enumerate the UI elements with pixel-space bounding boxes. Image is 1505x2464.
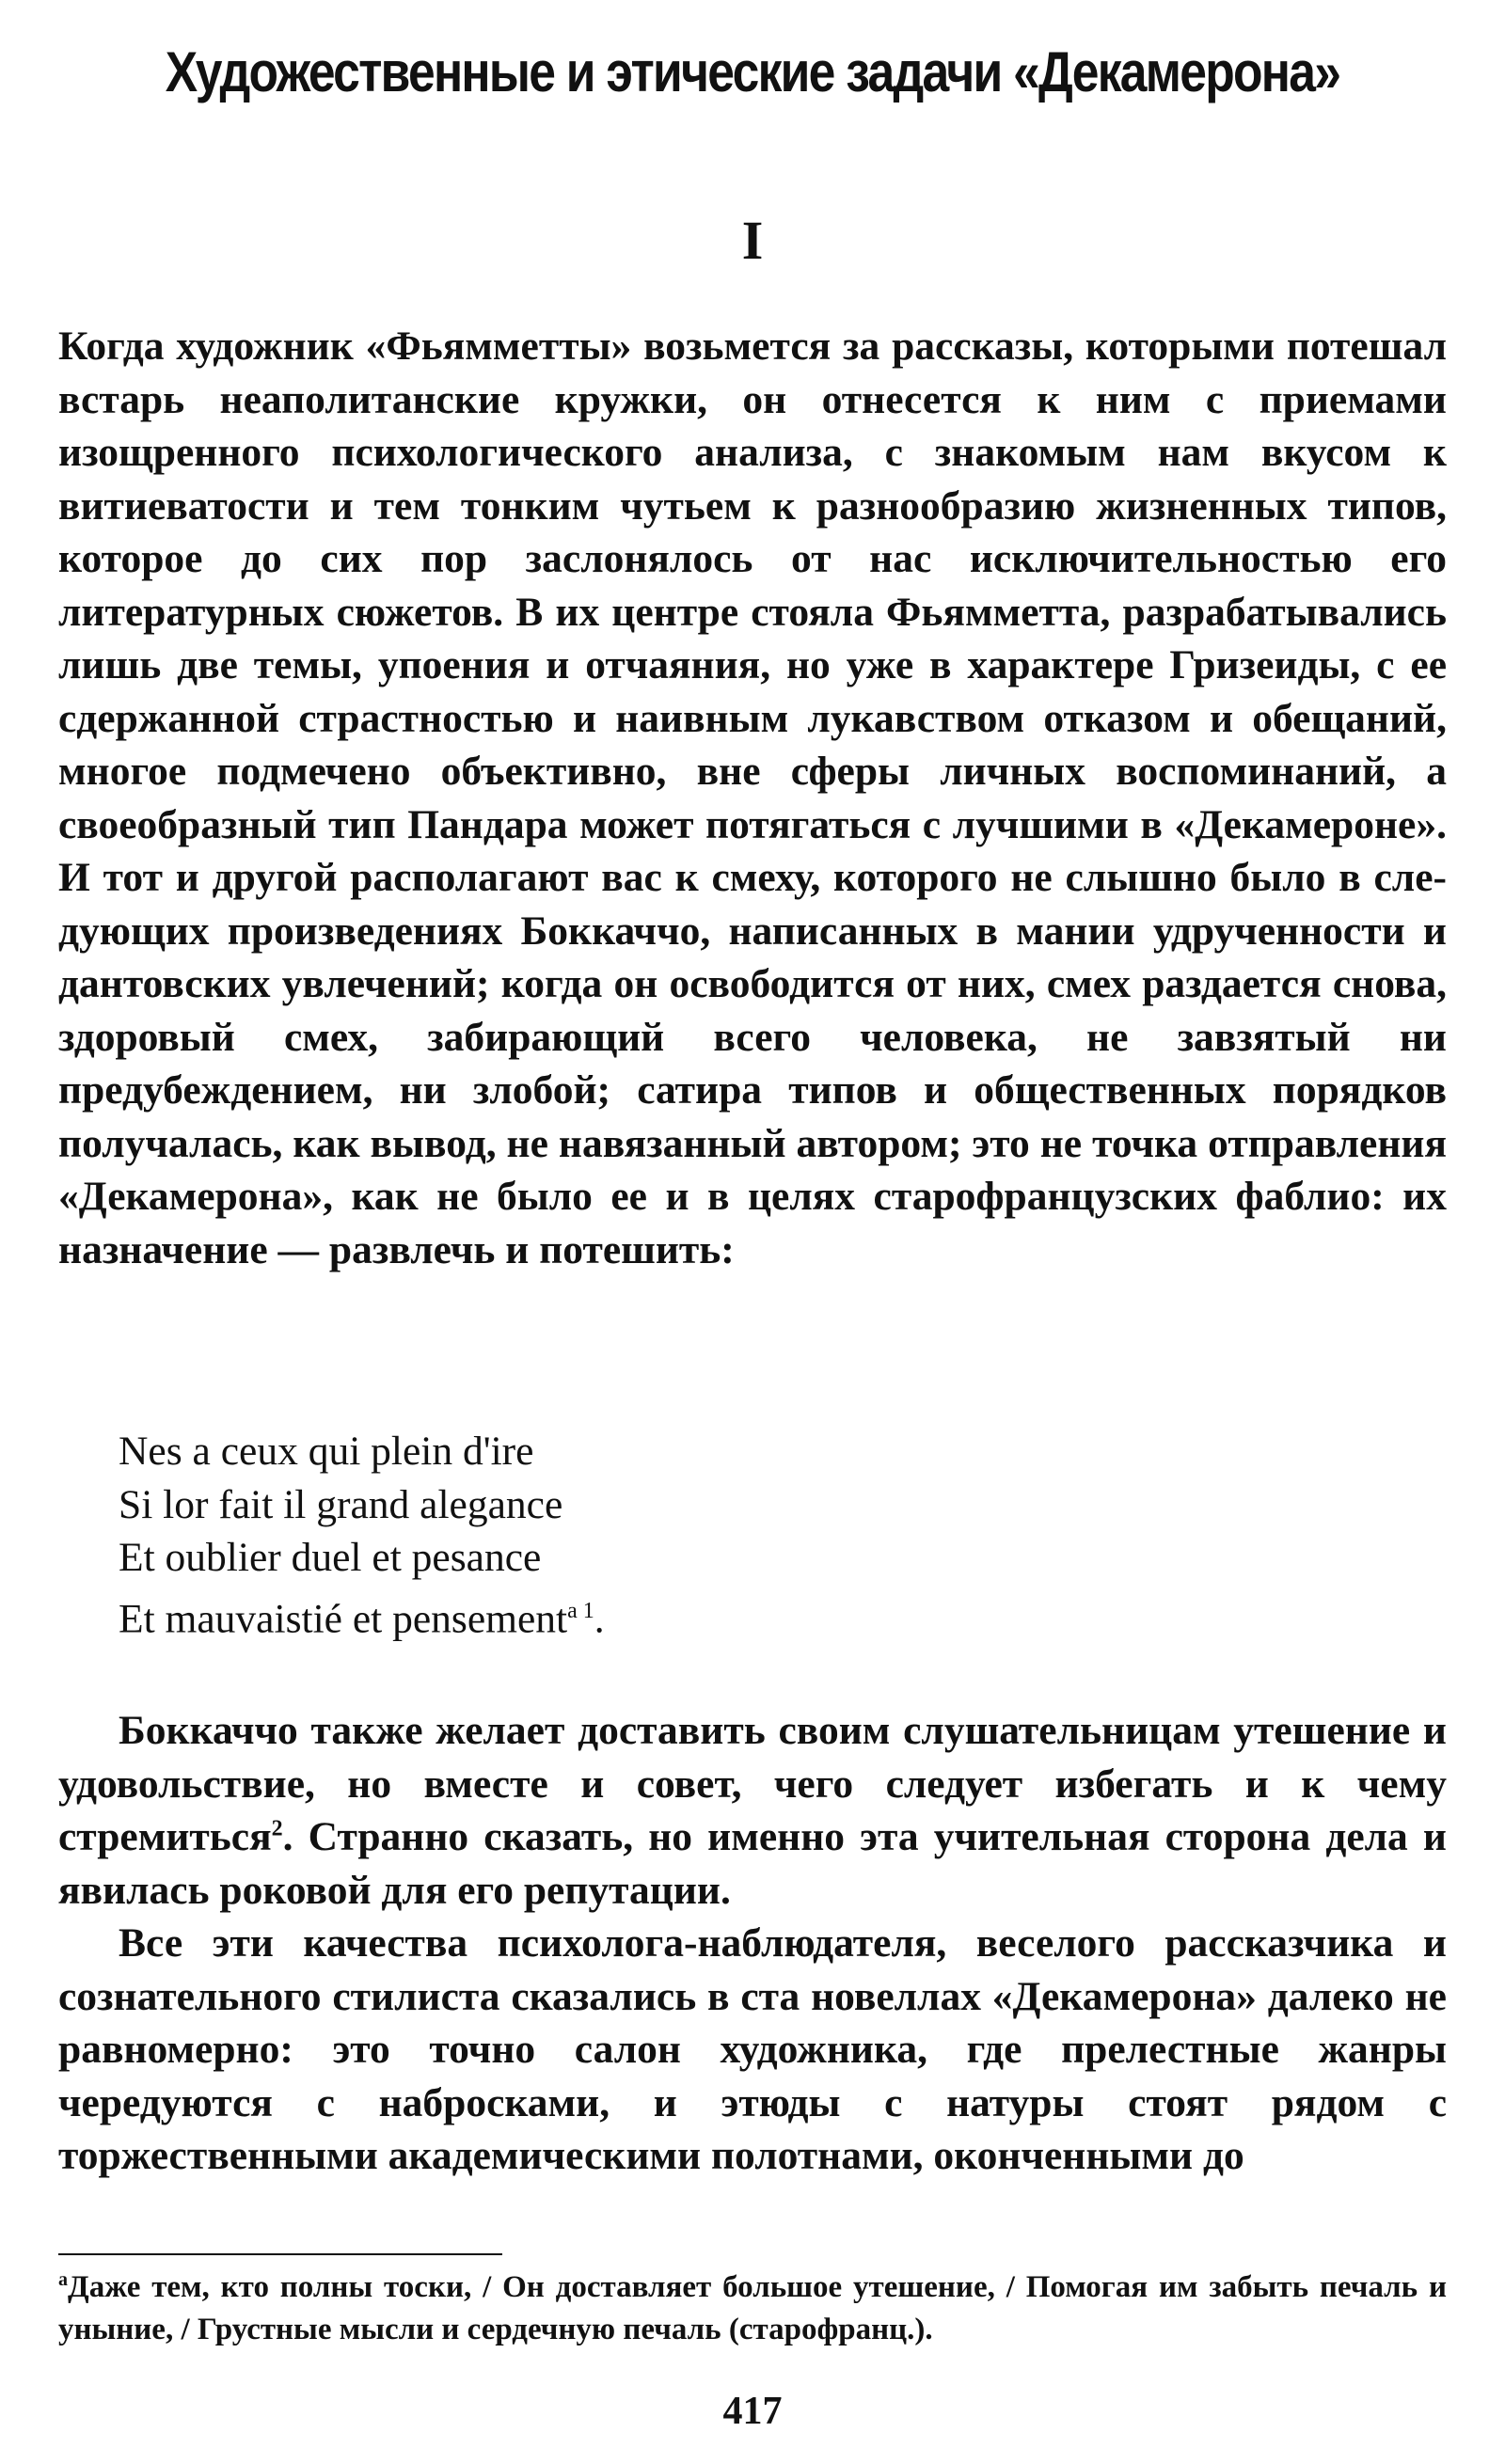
footnote-text: Даже тем, кто полны тоски, / Он доставляет большое утешение, / Помогая им забыть печаль и уныние, / Грустные мысли и сердечную печаль (старофранц.). [58,2270,1447,2346]
verse-line-4-text: Et mauvaistié et pensement [119,1596,568,1641]
verse-end-punct: . [594,1596,605,1641]
verse-line-2: Si lor fait il grand alegance [119,1481,563,1527]
verse-line-3: Et oublier duel et pesance [119,1535,542,1580]
paragraph-2-part2: . Странно сказать, но именно эта учительная сторона дела и явилась роковой для его репутации. [58,1814,1447,1913]
section-number: I [741,210,764,271]
verse-quote [119,1425,605,1646]
footnote-ref-2: 2 [271,1816,283,1841]
paragraph-2 [58,1704,1447,1917]
verse-line-1: Nes a ceux qui plein d'ire [119,1429,534,1474]
footnote [58,2267,1447,2351]
paragraph-1: Когда художник «Фьямметты» возьмется за рассказы, которыми потешал встарь неаполитанские кружки, он отнесется к ним с приемами изощренного психологического анализа, с знакомым нам вкусом к витиеватости и тем тонким чутьем к разнообразию жизненных типов, которое до сих пор заслонялось от нас исключительностью его литературных сюжетов. В их центре стояла Фьямметта, разрабатывались лишь две темы, упоения и отчаяния, но уже в характере Гризеиды, с ее сдержанной страстностью и наивным лукавством отказом и обещаний, многое подмечено объективно, вне сферы личных воспоминаний, а своеобразный тип Пандара может потягаться с лучшими в «Декамероне». И тот и другой располагают вас к смеху, которого не слышно было в следующих произведениях Боккаччо, написанных в мании удрученности и дантовских увлечений; когда он освободится от них, смех раздается снова, здоровый смех, забирающий всего человека, не завзятый ни предубеждением, ни злобой; сатира типов и общественных порядков получалась, как вывод, не навязанный автором; это не точка отправления «Декамерона», как не было ее и в целях старофранцузских фаблио: их назначение — развлечь и потешить: [58,324,1447,1272]
paragraph-3: Все эти качества психолога-наблюдателя, веселого рассказчика и сознательного стилиста сказались в ста новеллах «Декамерона» далеко не равномерно: это точно салон художника, где прелестные жанры чередуются с набросками, и этюды с натуры стоят рядом с торжественными академическими полотнами, оконченными до [58,1920,1447,2178]
verse-line-4 [119,1585,605,1646]
footnote-mark: a [58,2269,68,2290]
footnote-divider [58,2253,502,2255]
verse-note-marks: a 1 [567,1598,594,1623]
paragraph-2-part1: Боккаччо также желает доставить своим слушательницам утешение и удовольствие, но вместе и совет, чего следует избегать и к чему стремиться [58,1708,1447,1859]
page-number: 417 [722,2390,783,2433]
chapter-title: Художественные и этические задачи «Декамерона» [165,40,1340,103]
